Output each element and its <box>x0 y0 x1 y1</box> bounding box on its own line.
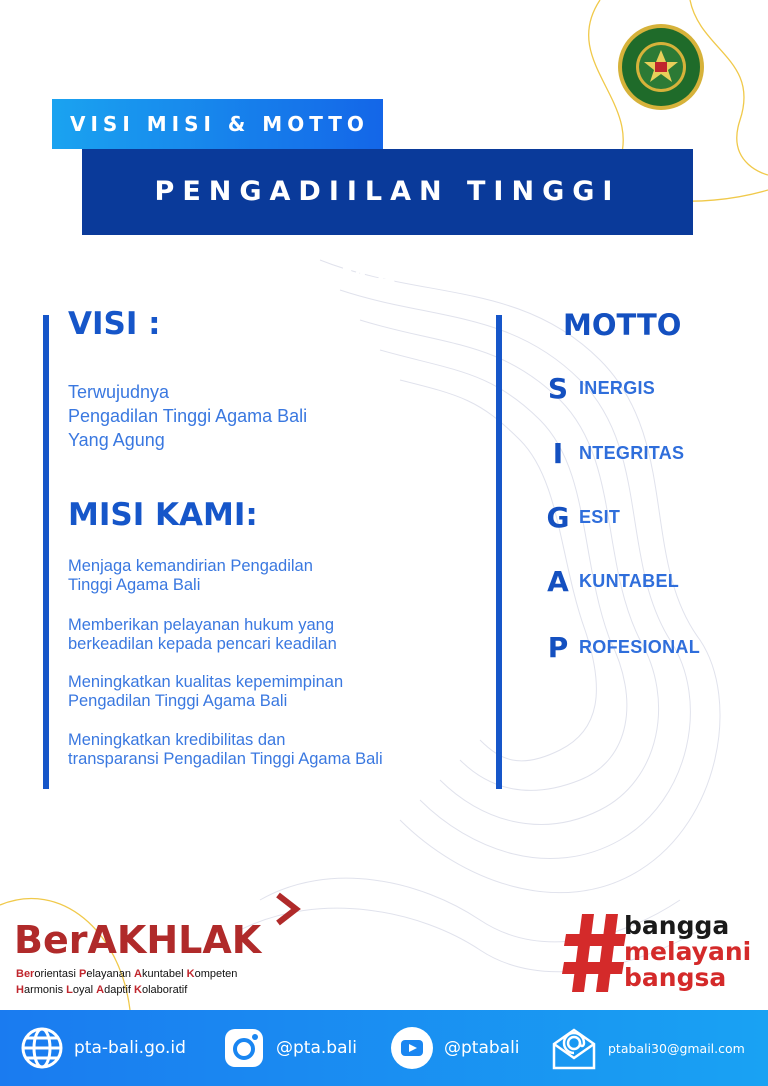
visi-line: Yang Agung <box>68 430 165 450</box>
motto-word: ROFESIONAL <box>579 636 701 657</box>
misi-heading: MISI KAMI: <box>68 497 258 533</box>
acronym-word: oyal <box>72 984 97 996</box>
acronym-letter: P <box>78 968 87 980</box>
youtube-link[interactable] <box>390 1010 520 1086</box>
motto-item <box>544 497 620 537</box>
instagram-icon <box>222 1026 266 1070</box>
footer-bar <box>0 1010 768 1086</box>
page-title: PENGADIILAN TINGGI AGAMA BALI <box>82 149 693 235</box>
acronym-letter: L <box>66 984 73 996</box>
misi-item <box>68 557 488 595</box>
bangga-word: bangga <box>624 911 730 940</box>
hashtag-icon <box>562 912 628 994</box>
globe-icon <box>20 1026 64 1070</box>
misi-item <box>68 616 488 654</box>
motto-letter: A <box>547 564 569 598</box>
misi-item <box>68 673 488 711</box>
misi-line: transparansi Pengadilan Tinggi Agama Bali <box>68 750 383 768</box>
berakhlak-line1 <box>16 968 237 980</box>
visi-heading: VISI : <box>68 306 161 342</box>
bangga-melayani-bangsa <box>624 913 751 991</box>
motto-heading: MOTTO <box>563 308 682 342</box>
chevron-right-icon <box>272 892 304 926</box>
acronym-letter: K <box>186 968 195 980</box>
motto-letter: G <box>546 500 570 534</box>
melayani-word: melayani <box>624 937 752 966</box>
visi-text <box>68 380 307 452</box>
motto-letter: S <box>547 371 569 405</box>
email-link[interactable] <box>550 1010 745 1086</box>
acronym-word: armonis <box>23 984 67 996</box>
misi-line: berkeadilan kepada pencari keadilan <box>68 635 337 653</box>
motto-word: KUNTABEL <box>579 570 680 591</box>
acronym-word: olaboratif <box>142 984 188 996</box>
acronym-word: ompeten <box>194 968 238 980</box>
misi-line: Pengadilan Tinggi Agama Bali <box>68 692 288 710</box>
youtube-icon <box>390 1026 434 1070</box>
bangsa-word: bangsa <box>624 963 727 992</box>
acronym-word: elayanan <box>86 968 135 980</box>
motto-item <box>544 627 700 667</box>
motto-word: ESIT <box>579 506 621 527</box>
acronym-word: kuntabel <box>142 968 187 980</box>
berakhlak-logo: BerAKHLAK <box>14 918 262 962</box>
instagram-link[interactable] <box>222 1010 357 1086</box>
acronym-letter: A <box>96 984 105 996</box>
section-tag: VISI MISI & MOTTO <box>52 99 383 149</box>
motto-word: INERGIS <box>579 377 656 398</box>
motto-item <box>544 368 655 408</box>
acronym-word: orientasi <box>34 968 79 980</box>
court-seal-icon <box>616 22 706 112</box>
email-icon <box>550 1024 598 1072</box>
misi-item <box>68 731 488 769</box>
website-link[interactable] <box>20 1010 186 1086</box>
acronym-letter: H <box>16 984 24 996</box>
motto-letter: P <box>547 630 569 664</box>
website-text: pta-bali.go.id <box>74 1038 186 1058</box>
misi-line: Memberikan pelayanan hukum yang <box>68 616 334 634</box>
motto-item <box>544 433 684 473</box>
visi-line: Pengadilan Tinggi Agama Bali <box>68 406 308 426</box>
acronym-letter: K <box>134 984 142 996</box>
instagram-text: @pta.bali <box>276 1038 357 1058</box>
motto-item <box>544 561 679 601</box>
misi-line: Meningkatkan kredibilitas dan <box>68 731 286 749</box>
misi-line: Tinggi Agama Bali <box>68 576 201 594</box>
center-divider <box>496 315 502 789</box>
left-divider <box>43 315 49 789</box>
acronym-word: daptif <box>104 984 135 996</box>
acronym-letter: Ber <box>16 968 35 980</box>
misi-line: Meningkatkan kualitas kepemimpinan <box>68 673 344 691</box>
acronym-letter: A <box>134 968 142 980</box>
visi-line: Terwujudnya <box>68 382 170 402</box>
motto-letter: I <box>552 436 564 470</box>
motto-word: NTEGRITAS <box>579 442 685 463</box>
youtube-text: @ptabali <box>444 1038 520 1058</box>
email-text: ptabali30@gmail.com <box>608 1040 745 1056</box>
misi-line: Menjaga kemandirian Pengadilan <box>68 557 313 575</box>
berakhlak-line2 <box>16 984 187 996</box>
